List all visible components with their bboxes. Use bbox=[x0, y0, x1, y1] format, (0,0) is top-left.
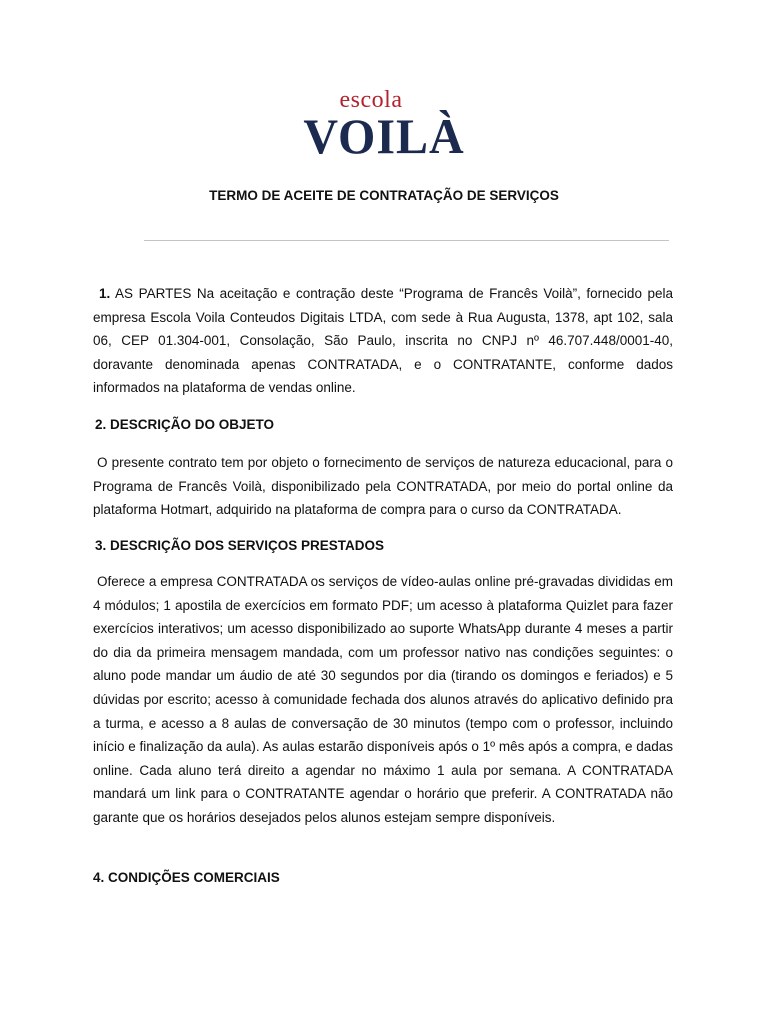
section-2-paragraph: O presente contrato tem por objeto o fornecimento de serviços de natureza educacional, para o Programa de Francês Voilà, disponibilizado pela CONTRATADA, por meio do portal online da plataforma Hotmart, adquirido na plataforma de compra para o curso da CONTRATADA. bbox=[93, 455, 673, 518]
title-divider bbox=[144, 240, 669, 241]
document-title: TERMO DE ACEITE DE CONTRATAÇÃO DE SERVIÇOS bbox=[209, 188, 559, 203]
section-3-paragraph: Oferece a empresa CONTRATADA os serviços de vídeo-aulas online pré-gravadas divididas em 4 módulos; 1 apostila de exercícios em formato PDF; um acesso à plataforma Quizlet para fazer exercícios interativos; um acesso disponibilizado ao suporte WhatsApp durante 4 meses a partir do dia da primeira mensagem mandada, com um professor nativo nas condições seguintes: o aluno pode mandar um áudio de até 30 segundos por dia (tirando os domingos e feriados) e 5 dúvidas por escrito; acesso à comunidade fechada dos alunos através do aplicativo definido pra a turma, e acesso a 8 aulas de conversação de 30 minutos (tempo com o professor, incluindo início e finalização da aula). As aulas estarão disponíveis após o 1º mês após a compra, e dadas online. Cada aluno terá direito a agendar no máximo 1 aula por semana. A CONTRATADA mandará um link para o CONTRATANTE agendar o horário que preferir. A CONTRATADA não garante que os horários desejados pelos alunos estejam sempre disponíveis. bbox=[93, 574, 673, 825]
logo-voila-text: VOILÀ bbox=[303, 108, 465, 164]
section-1-paragraph bbox=[93, 282, 673, 400]
section-3-heading: 3. DESCRIÇÃO DOS SERVIÇOS PRESTADOS bbox=[95, 538, 385, 553]
section-1-number: 1. bbox=[99, 286, 111, 301]
logo-escola-text: escola bbox=[339, 87, 403, 113]
section-4-heading: 4. CONDIÇÕES COMERCIAIS bbox=[93, 870, 280, 885]
escola-voila-logo bbox=[0, 87, 768, 164]
section-1-text: AS PARTES Na aceitação e contração deste “Programa de Francês Voilà”, fornecido pela empresa Escola Voila Conteudos Digitais LTDA, com sede à Rua Augusta, 1378, apt 102, sala 06, CEP 01.304-001, Consolação, São Paulo, inscrita no CNPJ nº 46.707.448/0001-40, doravante denominada apenas CONTRATADA, e o CONTRATANTE, conforme dados informados na plataforma de vendas online. bbox=[93, 286, 673, 396]
section-2-heading: 2. DESCRIÇÃO DO OBJETO bbox=[95, 417, 275, 432]
